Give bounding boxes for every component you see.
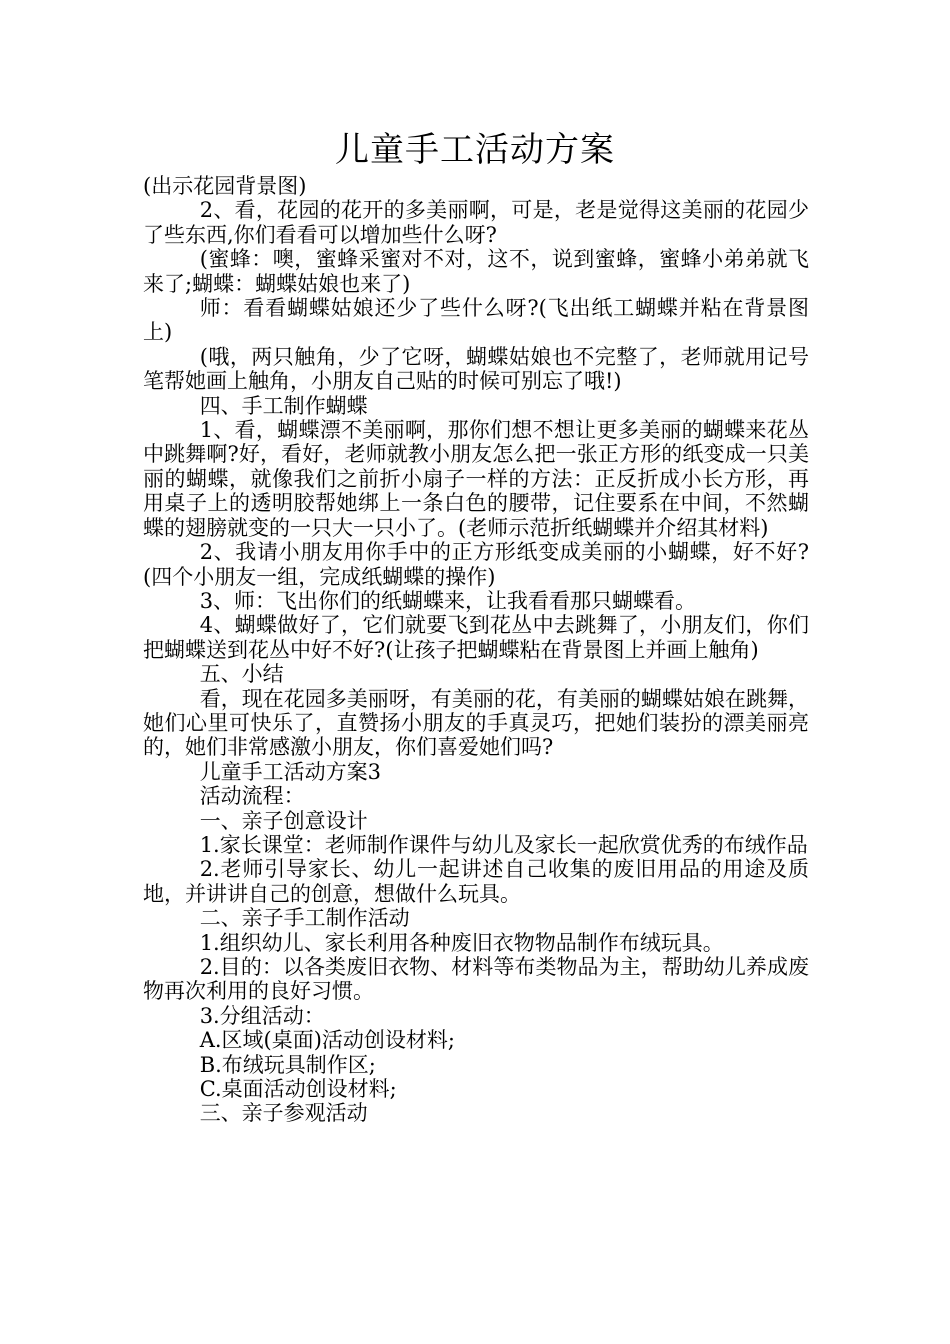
document-body (143, 174, 809, 1126)
subtitle: 儿童手工活动方案3 (199, 759, 382, 784)
paragraph: 看，现在花园多美丽呀，有美丽的花，有美丽的蝴蝶姑娘在跳舞，她们心里可快乐了，直赞扬小朋友的手真灵巧，把她们装扮的漂美丽亮的，她们非常感激小朋友，你们喜爱她们吗? (143, 686, 809, 760)
list-item: C.桌面活动创设材料; (199, 1077, 397, 1102)
paragraph: (出示花园背景图) (143, 174, 307, 198)
paragraph: (蜜蜂：噢，蜜蜂采蜜对不对，这不，说到蜜蜂，蜜蜂小弟弟就飞来了;蝴蝶：蝴蝶姑娘也来了) (143, 247, 809, 296)
section-heading: 一、亲子创意设计 (199, 808, 368, 833)
paragraph: 2.老师引导家长、幼儿一起讲述自己收集的废旧用品的用途及质地，并讲讲自己的创意，想做什么玩具。 (143, 857, 809, 906)
paragraph: 2、我请小朋友用你手中的正方形纸变成美丽的小蝴蝶，好不好?(四个小朋友一组，完成纸蝴蝶的操作) (143, 540, 809, 589)
paragraph: (哦，两只触角，少了它呀，蝴蝶姑娘也不完整了，老师就用记号笔帮她画上触角，小朋友自己贴的时候可别忘了哦!) (143, 344, 809, 394)
paragraph: 师：看看蝴蝶姑娘还少了些什么呀?(飞出纸工蝴蝶并粘在背景图上) (143, 296, 809, 345)
paragraph: 1.家长课堂：老师制作课件与幼儿及家长一起欣赏优秀的布绒作品 (199, 832, 808, 857)
section-heading: 二、亲子手工制作活动 (199, 906, 410, 931)
paragraph: 1.组织幼儿、家长利用各种废旧衣物物品制作布绒玩具。 (199, 930, 724, 955)
paragraph: 4、蝴蝶做好了，它们就要飞到花丛中去跳舞了，小朋友们，你们把蝴蝶送到花丛中好不好?(让孩子把蝴蝶粘在背景图上并画上触角) (143, 613, 809, 662)
section-heading: 三、亲子参观活动 (199, 1101, 368, 1126)
document-title: 儿童手工活动方案 (335, 130, 615, 170)
paragraph: 3.分组活动： (199, 1003, 325, 1028)
paragraph: 2.目的：以各类废旧衣物、材料等布类物品为主，帮助幼儿养成废物再次利用的良好习惯。 (143, 955, 809, 1004)
list-item: A.区域(桌面)活动创设材料; (199, 1028, 455, 1053)
paragraph: 2、看，花园的花开的多美丽啊，可是，老是觉得这美丽的花园少了些东西,你们看看可以增加些什么呀? (143, 198, 809, 247)
paragraph: 活动流程： (199, 784, 305, 809)
section-heading: 五、小结 (199, 662, 284, 687)
list-item: B.布绒玩具制作区; (199, 1052, 376, 1077)
section-heading: 四、手工制作蝴蝶 (199, 393, 368, 418)
paragraph: 1、看，蝴蝶漂不美丽啊，那你们想不想让更多美丽的蝴蝶来花丛中跳舞啊?好，看好，老师就教小朋友怎么把一张正方形的纸变成一只美丽的蝴蝶，就像我们之前折小扇子一样的方法：正反折成小长方形，再用桌子上的透明胶帮她绑上一条白色的腰带，记住要系在中间，不然蝴蝶的翅膀就变的一只大一只小了。(老师示范折纸蝴蝶并介绍其材料) (143, 418, 809, 540)
paragraph: 3、师：飞出你们的纸蝴蝶来，让我看看那只蝴蝶看。 (199, 588, 697, 613)
